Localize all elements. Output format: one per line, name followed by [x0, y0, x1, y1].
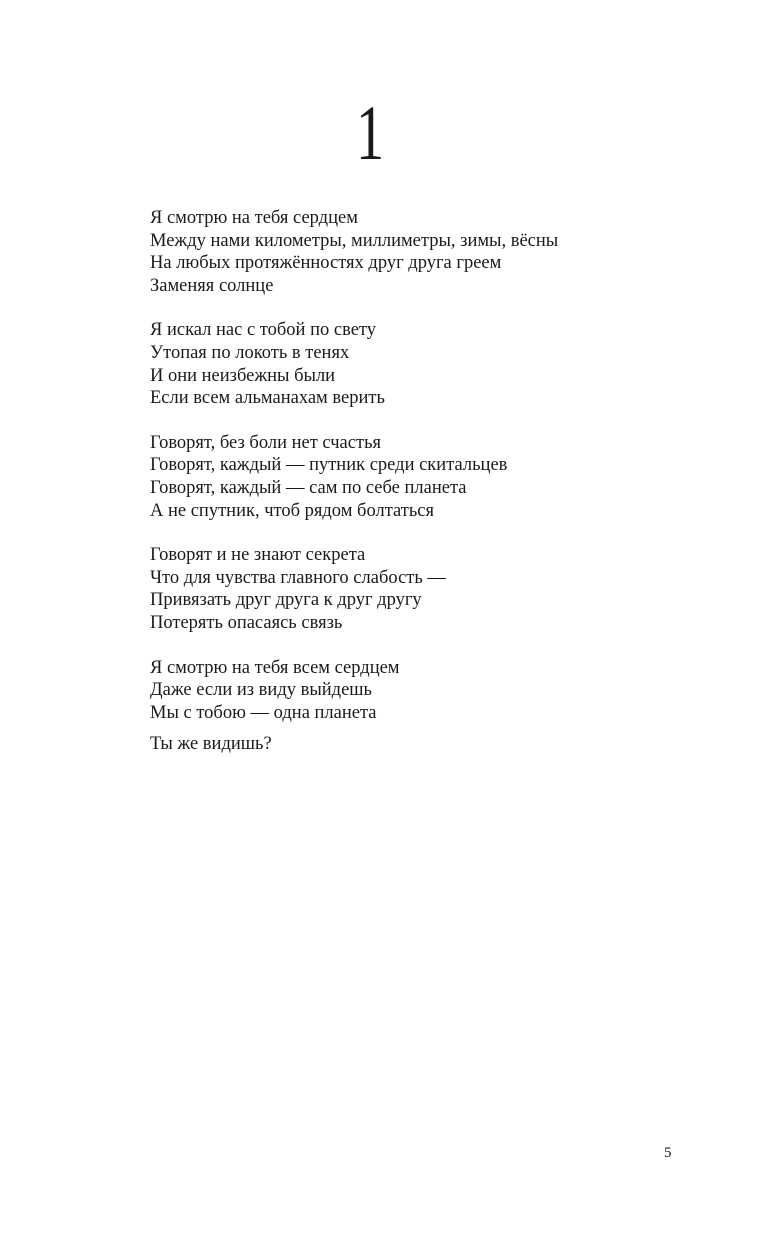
poem-line: Я смотрю на тебя сердцем [150, 208, 358, 228]
poem-line: Ты же видишь? [150, 734, 272, 755]
chapter-number: 1 [355, 89, 385, 176]
stanza-4 [150, 544, 670, 634]
poem-line: Если всем альманахам верить [150, 388, 385, 409]
poem-line: Даже если из виду выйдешь [150, 680, 372, 701]
poem-line: Говорят, без боли нет счастья [150, 432, 382, 453]
poem-line: Потерять опасаясь связь [150, 612, 343, 633]
stanza-5 [150, 657, 670, 725]
poem-line: Привязать друг друга к друг другу [150, 590, 422, 611]
poem-line: Я смотрю на тебя всем сердцем [150, 657, 400, 678]
poem-line: Что для чувства главного слабость — [150, 567, 446, 588]
poem-line: Я искал нас с тобой по свету [150, 320, 376, 341]
poem-line: Утопая по локоть в тенях [150, 342, 350, 363]
poem-line: Говорят и не знают секрета [150, 545, 366, 566]
poem-line: И они неизбежны были [150, 365, 336, 386]
poem-line: Говорят, каждый — сам по себе планета [150, 477, 467, 498]
stanza-1 [150, 207, 670, 297]
poem [150, 207, 670, 778]
poem-line: Говорят, каждый — путник среди скитальцев [150, 455, 508, 476]
poem-line: А не спутник, чтоб рядом болтаться [150, 500, 434, 521]
poem-line: Мы с тобою — одна планета [150, 702, 377, 723]
page-number: 5 [664, 1145, 672, 1161]
poem-line: Заменяя солнце [150, 275, 274, 296]
stanza-2 [150, 319, 670, 409]
poem-line: Между нами километры, миллиметры, зимы, вёсны [150, 230, 559, 251]
closing-line [150, 733, 670, 756]
poem-line: На любых протяжённостях друг друга греем [150, 253, 502, 274]
stanza-3 [150, 432, 670, 522]
